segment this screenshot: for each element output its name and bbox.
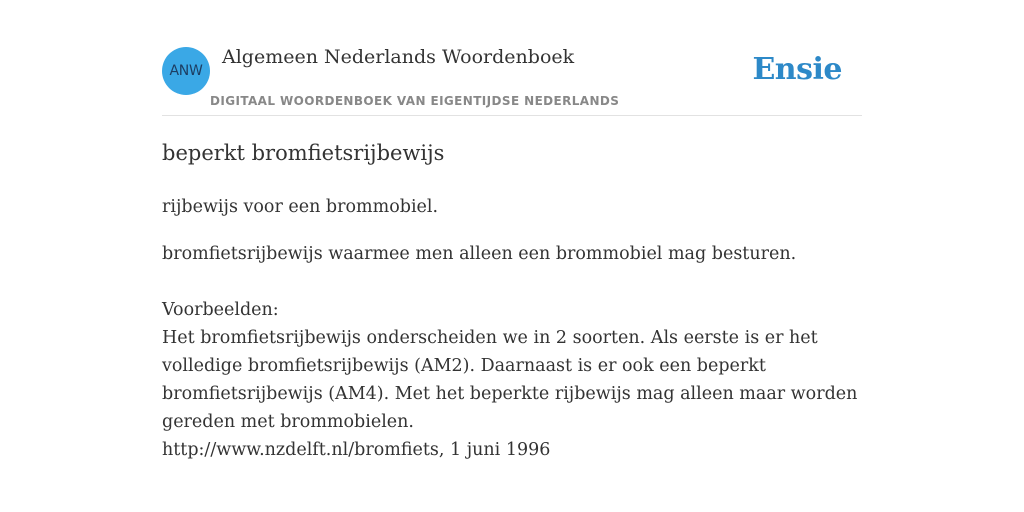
ensie-brand-link[interactable]: Ensie: [752, 52, 842, 87]
examples-block: [162, 296, 862, 464]
anw-logo[interactable]: ANW: [162, 47, 210, 95]
short-definition: rijbewijs voor een brommobiel.: [162, 197, 439, 217]
example-line: volledige bromfietsrijbewijs (AM2). Daarnaast is er ook een beperkt: [162, 356, 766, 376]
example-source: http://www.nzdelft.nl/bromfiets, 1 juni 1996: [162, 440, 551, 460]
example-line: Het bromfietsrijbewijs onderscheiden we in 2 soorten. Als eerste is er het: [162, 328, 818, 348]
example-line: bromfietsrijbewijs (AM4). Met het beperkte rijbewijs mag alleen maar worden: [162, 384, 858, 404]
examples-heading: Voorbeelden:: [162, 300, 279, 320]
site-title: Algemeen Nederlands Woordenboek: [222, 46, 575, 68]
definition: bromfietsrijbewijs waarmee men alleen een brommobiel mag besturen.: [162, 244, 797, 264]
site-subtitle: DIGITAAL WOORDENBOEK VAN EIGENTIJDSE NEDERLANDS: [210, 94, 620, 108]
entry-term: beperkt bromfietsrijbewijs: [162, 141, 445, 165]
example-line: gereden met brommobielen.: [162, 412, 414, 432]
header-divider: [162, 115, 862, 116]
